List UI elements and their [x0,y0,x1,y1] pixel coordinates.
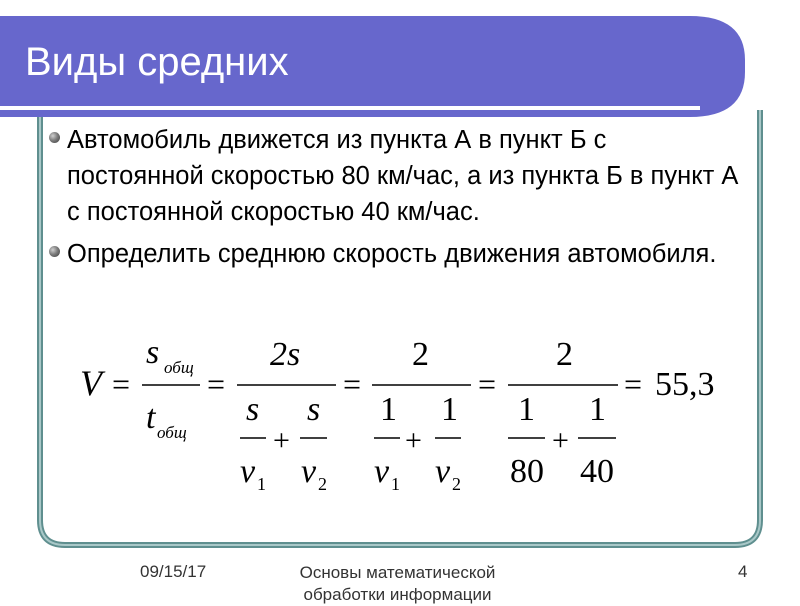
formula-equals: = [112,366,131,402]
formula-v: v [374,453,390,490]
bullet-text: Автомобиль движется из пункта А в пункт Б с постоянной скоростью 80 км/час, а из пункта Б в пункт А с постоянной скоростью 40 км/час. [67,126,739,226]
formula-plus: + [273,424,290,457]
formula-sub1: 1 [391,474,400,494]
formula-one: 1 [380,391,397,428]
formula-result: 55,3 [655,366,715,403]
formula-equals: = [478,366,497,402]
formula-plus: + [405,424,422,457]
formula-sub2: 2 [318,474,327,494]
formula-v: v [301,453,317,490]
formula-numerator: 2 [412,336,429,373]
formula-sub-total: общ [157,423,187,442]
formula-equals: = [207,366,226,402]
formula-lhs: V [80,363,102,403]
formula-v: v [240,453,256,490]
footer-page-number: 4 [738,562,748,581]
formula-one: 1 [518,391,535,428]
formula-numerator: 2 [556,336,573,373]
formula-plus: + [552,424,569,457]
slide-title: Виды средних [25,40,289,84]
formula-equals: = [343,366,362,402]
formula-sub1: 1 [257,474,266,494]
formula-sub2: 2 [452,474,461,494]
formula-denominator: 40 [580,453,614,490]
formula-one: 1 [589,391,606,428]
formula-s: s [246,391,260,428]
formula-numerator: 2s [270,336,301,373]
formula-one: 1 [441,391,458,428]
footer-date: 09/15/17 [140,562,207,581]
formula-sub-total: общ [164,358,194,377]
formula-s: s [146,334,160,371]
formula-v: v [435,453,451,490]
formula-equals: = [624,366,643,402]
formula-denominator: 80 [510,453,544,490]
bullet-text: Определить среднюю скорость движения автомобиля. [67,240,717,268]
formula-t: t [146,399,156,436]
footer-course-title: Основы математической обработки информации [299,563,496,604]
formula-s: s [307,391,321,428]
